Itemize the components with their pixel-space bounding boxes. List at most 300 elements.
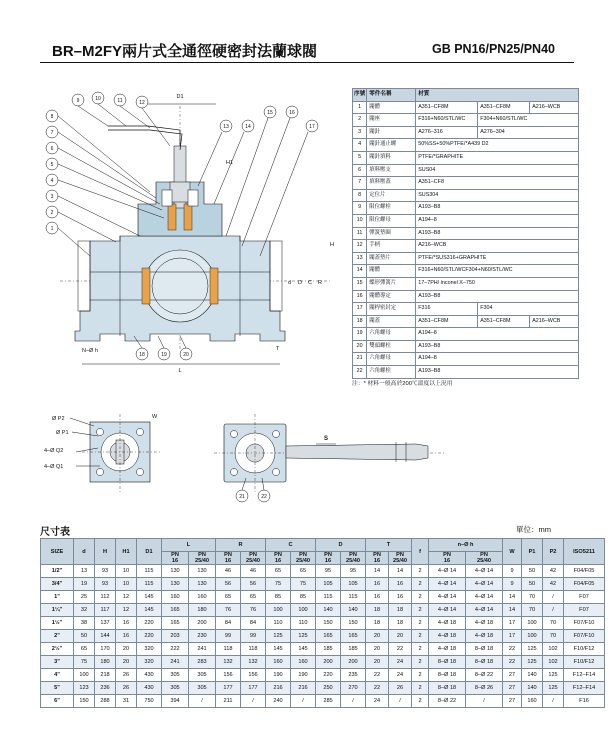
dim-cell-c-pn16: 125 <box>266 630 291 643</box>
material-row <box>353 303 579 316</box>
dim-subcol-pn: PN 25/40 <box>466 552 503 565</box>
svg-text:16: 16 <box>289 110 295 116</box>
material-row-mat1: 17–7PH/ inconel X–750 <box>416 277 579 290</box>
material-table <box>352 88 579 379</box>
dim-cell-r-pn16: 211 <box>216 695 241 708</box>
dim-subcol-pn: PN 16 <box>216 552 241 565</box>
dim-cell-d1: 430 <box>137 682 162 695</box>
dim-cell-dd-pn2540: 95 <box>341 565 366 578</box>
dim-cell-nh-pn2540: 8–Ø 18 <box>466 643 503 656</box>
dim-cell-w: 27 <box>503 669 522 682</box>
material-row <box>353 328 579 341</box>
svg-text:14: 14 <box>245 124 251 130</box>
svg-text:18: 18 <box>139 352 145 358</box>
svg-text:9: 9 <box>76 98 80 104</box>
dim-cell-l-pn2540: 305 <box>189 682 216 695</box>
material-row-no: 21 <box>353 353 367 366</box>
dim-cell-p2: 70 <box>543 630 564 643</box>
material-row-mat2: F304 <box>478 303 579 316</box>
dim-cell-h1: 16 <box>116 617 137 630</box>
material-row-name: 六角螺母 <box>367 328 416 341</box>
dimension-table <box>40 538 605 708</box>
dim-col-d: d <box>74 539 95 565</box>
svg-text:19: 19 <box>161 352 167 358</box>
dim-cell-nh-pn2540: 4–Ø 14 <box>466 578 503 591</box>
dim-cell-nh-pn16: 4–Ø 14 <box>429 591 466 604</box>
dim-cell-p2: 42 <box>543 578 564 591</box>
dim-cell-l-pn2540: 180 <box>189 604 216 617</box>
material-row-name: 閥針填料 <box>367 151 416 164</box>
dim-cell-dd-pn2540: 115 <box>341 591 366 604</box>
dim-cell-dd-pn16: 150 <box>316 617 341 630</box>
svg-text:11: 11 <box>117 98 123 104</box>
material-row-no: 7 <box>353 177 367 190</box>
material-row <box>353 265 579 278</box>
dim-cell-iso: F10/F12 <box>564 643 605 656</box>
dimension-section-title: 尺寸表 <box>40 527 70 538</box>
dim-cell-d: 50 <box>74 630 95 643</box>
material-row-mat2: A351–CF8M <box>478 101 530 114</box>
dim-cell-nh-pn16: 4–Ø 18 <box>429 630 466 643</box>
dim-cell-h1: 10 <box>116 578 137 591</box>
dim-cell-l-pn2540: 130 <box>189 565 216 578</box>
dim-cell-t-pn16: 16 <box>366 591 389 604</box>
dim-cell-l-pn16: 305 <box>162 669 189 682</box>
material-row-no: 22 <box>353 366 367 379</box>
material-row <box>353 101 579 114</box>
dim-cell-dd-pn2540: 185 <box>341 643 366 656</box>
dim-cell-iso: F12–F14 <box>564 669 605 682</box>
dim-cell-nh-pn16: 4–Ø 14 <box>429 565 466 578</box>
material-row-name: 閥針通止螺 <box>367 139 416 152</box>
material-row-no: 3 <box>353 126 367 139</box>
dim-cell-dd-pn2540: 165 <box>341 630 366 643</box>
material-row-name: 蝶形彈簧片 <box>367 277 416 290</box>
material-row-no: 12 <box>353 240 367 253</box>
dim-cell-h: 144 <box>95 630 116 643</box>
svg-text:13: 13 <box>223 124 229 130</box>
dimension-row <box>41 695 605 708</box>
svg-text:22: 22 <box>261 494 267 500</box>
dim-cell-dd-pn16: 115 <box>316 591 341 604</box>
dim-cell-h1: 26 <box>116 682 137 695</box>
dim-cell-size: 1" <box>41 591 74 604</box>
dim-cell-w: 27 <box>503 695 522 708</box>
dim-cell-h: 170 <box>95 643 116 656</box>
dim-cell-nh-pn2540: 8–Ø 18 <box>466 656 503 669</box>
dim-cell-d: 13 <box>74 565 95 578</box>
dim-cell-iso: F12–F14 <box>564 682 605 695</box>
dim-cell-r-pn2540: / <box>241 695 266 708</box>
dim-cell-t-pn2540: / <box>389 695 412 708</box>
dim-cell-p1: 125 <box>522 656 543 669</box>
dim-cell-w: 22 <box>503 656 522 669</box>
dim-cell-r-pn2540: 65 <box>241 591 266 604</box>
dimension-row <box>41 630 605 643</box>
material-row-mat1: A194–8 <box>416 328 579 341</box>
dim-cell-f: 2 <box>412 604 429 617</box>
material-row-mat1: A193–B8 <box>416 202 579 215</box>
dim-cell-nh-pn2540: 4–Ø 14 <box>466 565 503 578</box>
dim-cell-d1: 750 <box>137 695 162 708</box>
dim-cell-r-pn2540: 156 <box>241 669 266 682</box>
svg-text:4–Ø Q1: 4–Ø Q1 <box>44 464 64 470</box>
svg-text:H1: H1 <box>226 160 234 166</box>
dim-cell-d1: 115 <box>137 578 162 591</box>
dim-cell-t-pn2540: 22 <box>389 643 412 656</box>
dim-cell-d1: 145 <box>137 591 162 604</box>
material-note: 注：* 材料一般高於200℃溫度以上況用 <box>352 381 453 387</box>
dim-cell-c-pn16: 240 <box>266 695 291 708</box>
dim-col-l: L <box>162 539 216 552</box>
dim-cell-t-pn16: 20 <box>366 656 389 669</box>
dim-cell-c-pn2540: 100 <box>291 604 316 617</box>
dim-cell-h1: 26 <box>116 669 137 682</box>
dim-cell-size: 3" <box>41 656 74 669</box>
dim-cell-t-pn2540: 18 <box>389 617 412 630</box>
dim-cell-l-pn2540: 130 <box>189 578 216 591</box>
dim-subcol-pn: PN 16 <box>266 552 291 565</box>
standard-label: GB PN16/PN25/PN40 <box>432 42 555 56</box>
dim-cell-h1: 12 <box>116 604 137 617</box>
dimension-row <box>41 604 605 617</box>
dim-cell-d: 123 <box>74 682 95 695</box>
dim-cell-h1: 31 <box>116 695 137 708</box>
dim-col-d: D <box>316 539 366 552</box>
material-row-mat1: A351–CF8M <box>416 101 478 114</box>
svg-text:21: 21 <box>239 494 245 500</box>
material-row-name: 填料壓蓋 <box>367 177 416 190</box>
dim-cell-d1: 430 <box>137 669 162 682</box>
svg-text:D: D <box>298 280 302 286</box>
dimension-row <box>41 565 605 578</box>
dim-cell-c-pn2540: / <box>291 695 316 708</box>
dim-cell-p2: 102 <box>543 656 564 669</box>
dim-cell-r-pn16: 76 <box>216 604 241 617</box>
dim-cell-p1: 140 <box>522 669 543 682</box>
dim-cell-r-pn16: 65 <box>216 591 241 604</box>
dim-cell-c-pn2540: 75 <box>291 578 316 591</box>
dim-col-c: C <box>266 539 316 552</box>
th-no: 序號 <box>353 89 367 102</box>
material-row-name: 閥體導定 <box>367 290 416 303</box>
dim-cell-t-pn2540: 16 <box>389 578 412 591</box>
dim-cell-dd-pn2540: 270 <box>341 682 366 695</box>
svg-text:D1: D1 <box>176 94 184 100</box>
dim-col-h: H <box>95 539 116 565</box>
dim-cell-size: 1½" <box>41 617 74 630</box>
dim-cell-w: 14 <box>503 591 522 604</box>
mounting-pad-drawing <box>42 404 192 504</box>
dim-cell-l-pn16: 222 <box>162 643 189 656</box>
dim-cell-t-pn16: 20 <box>366 643 389 656</box>
svg-text:7: 7 <box>50 130 54 136</box>
dim-cell-h: 93 <box>95 565 116 578</box>
dim-cell-dd-pn16: 250 <box>316 682 341 695</box>
dim-cell-c-pn16: 100 <box>266 604 291 617</box>
dimension-row <box>41 578 605 591</box>
dim-cell-c-pn16: 75 <box>266 578 291 591</box>
dim-cell-r-pn16: 56 <box>216 578 241 591</box>
material-row-mat1: A351–CF8M <box>416 315 478 328</box>
dim-subcol-pn: PN 16 <box>162 552 189 565</box>
material-row-name: 閥針 <box>367 126 416 139</box>
material-row-name: 閥座 <box>367 114 416 127</box>
dim-cell-c-pn2540: 125 <box>291 630 316 643</box>
material-row-mat1: SUS04 <box>416 164 579 177</box>
svg-text:N–Ø h: N–Ø h <box>82 348 98 354</box>
dim-cell-p2: 70 <box>543 617 564 630</box>
dim-cell-t-pn16: 22 <box>366 669 389 682</box>
dim-cell-p2: / <box>543 604 564 617</box>
dim-cell-r-pn2540: 56 <box>241 578 266 591</box>
dimension-row <box>41 656 605 669</box>
material-row-mat1: A194–8 <box>416 353 579 366</box>
dimension-row <box>41 617 605 630</box>
material-row-mat1: A276–316 <box>416 126 478 139</box>
dim-col-p1: P1 <box>522 539 543 565</box>
dim-cell-f: 2 <box>412 565 429 578</box>
material-row <box>353 366 579 379</box>
dim-cell-t-pn2540: 20 <box>389 630 412 643</box>
dim-cell-h: 112 <box>95 591 116 604</box>
svg-text:R: R <box>318 280 322 286</box>
dim-cell-p1: 160 <box>522 695 543 708</box>
dim-cell-p2: 125 <box>543 682 564 695</box>
svg-text:8: 8 <box>50 114 54 120</box>
material-row-name: 雙頭螺柱 <box>367 340 416 353</box>
dim-cell-d1: 220 <box>137 617 162 630</box>
dim-cell-h1: 12 <box>116 591 137 604</box>
dim-cell-f: 2 <box>412 669 429 682</box>
material-row-name: 填料壓支 <box>367 164 416 177</box>
material-table-body <box>353 101 579 378</box>
material-row-no: 6 <box>353 164 367 177</box>
dim-col-p2: P2 <box>543 539 564 565</box>
dim-col-size: SIZE <box>41 539 74 565</box>
dim-cell-t-pn16: 20 <box>366 630 389 643</box>
dimension-row <box>41 669 605 682</box>
dim-cell-d: 150 <box>74 695 95 708</box>
page-title: BR–M2FY兩片式全通徑硬密封法蘭球閥 <box>52 43 318 60</box>
dimension-row <box>41 682 605 695</box>
dim-cell-t-pn16: 18 <box>366 604 389 617</box>
svg-text:20: 20 <box>183 352 189 358</box>
dim-cell-dd-pn16: 105 <box>316 578 341 591</box>
material-row-mat1: 50%SS+50%PTFE/*A439 D2 <box>416 139 579 152</box>
material-row-no: 9 <box>353 202 367 215</box>
material-row <box>353 114 579 127</box>
dim-cell-h: 117 <box>95 604 116 617</box>
svg-text:S: S <box>324 436 329 442</box>
dim-cell-w: 9 <box>503 565 522 578</box>
material-row-mat1: A193–B8 <box>416 366 579 379</box>
dim-col-h1: H1 <box>116 539 137 565</box>
dim-cell-d1: 320 <box>137 656 162 669</box>
dim-cell-dd-pn16: 140 <box>316 604 341 617</box>
dim-header-row-1 <box>41 539 605 552</box>
dim-cell-f: 2 <box>412 617 429 630</box>
dim-cell-p2: / <box>543 591 564 604</box>
svg-text:Ø P1: Ø P1 <box>56 430 69 436</box>
material-row-mat3: A216–WCB <box>530 101 579 114</box>
dim-cell-nh-pn2540: / <box>466 695 503 708</box>
material-row <box>353 126 579 139</box>
material-row-no: 18 <box>353 315 367 328</box>
dim-cell-dd-pn16: 285 <box>316 695 341 708</box>
material-row-mat2: F304+N60/STL/WC <box>478 114 579 127</box>
header-divider <box>40 62 574 63</box>
svg-text:C: C <box>308 280 312 286</box>
svg-text:3: 3 <box>50 194 54 200</box>
dim-cell-iso: F07/F10 <box>564 630 605 643</box>
dim-cell-f: 2 <box>412 656 429 669</box>
dim-cell-dd-pn16: 200 <box>316 656 341 669</box>
dim-cell-iso: F16 <box>564 695 605 708</box>
dim-cell-dd-pn2540: 200 <box>341 656 366 669</box>
dimension-table-header <box>41 539 605 565</box>
dim-cell-t-pn16: 24 <box>366 695 389 708</box>
svg-text:H: H <box>330 242 334 248</box>
dim-cell-nh-pn2540: 4–Ø 18 <box>466 630 503 643</box>
svg-text:6: 6 <box>50 146 54 152</box>
dim-cell-size: 2" <box>41 630 74 643</box>
dim-cell-dd-pn16: 95 <box>316 565 341 578</box>
material-row-no: 2 <box>353 114 367 127</box>
dim-col-iso5211: ISO5211 <box>564 539 605 565</box>
dim-cell-c-pn2540: 190 <box>291 669 316 682</box>
dim-cell-h: 236 <box>95 682 116 695</box>
th-material: 材質 <box>416 89 579 102</box>
material-row-no: 1 <box>353 101 367 114</box>
dim-subcol-pn: PN 16 <box>366 552 389 565</box>
dim-cell-nh-pn2540: 8–Ø 26 <box>466 682 503 695</box>
material-row-name: 閥桿密封定 <box>367 303 416 316</box>
dim-cell-iso: F07 <box>564 591 605 604</box>
dim-cell-p1: 100 <box>522 630 543 643</box>
dim-cell-l-pn16: 305 <box>162 682 189 695</box>
dim-subcol-pn: PN 25/40 <box>291 552 316 565</box>
material-row-name: 六角螺栓 <box>367 366 416 379</box>
svg-text:10: 10 <box>95 96 101 102</box>
material-row-no: 20 <box>353 340 367 353</box>
dim-cell-w: 17 <box>503 617 522 630</box>
dim-cell-r-pn2540: 118 <box>241 643 266 656</box>
dim-cell-l-pn16: 394 <box>162 695 189 708</box>
dim-cell-h: 93 <box>95 578 116 591</box>
valve-section-drawing <box>30 86 350 376</box>
material-row <box>353 315 579 328</box>
dimension-table-body <box>41 565 605 708</box>
svg-text:d: d <box>288 280 292 286</box>
dim-cell-p1: 50 <box>522 565 543 578</box>
dim-cell-h: 288 <box>95 695 116 708</box>
dim-cell-t-pn2540: 24 <box>389 656 412 669</box>
svg-text:17: 17 <box>309 124 315 130</box>
material-row-name: 閥蓋墊片 <box>367 252 416 265</box>
material-row-no: 5 <box>353 151 367 164</box>
dim-cell-t-pn16: 18 <box>366 617 389 630</box>
material-row-mat1: A193–B8 <box>416 290 579 303</box>
dim-cell-f: 2 <box>412 682 429 695</box>
th-part-name: 零件名稱 <box>367 89 416 102</box>
dim-cell-c-pn2540: 216 <box>291 682 316 695</box>
dim-cell-w: 22 <box>503 643 522 656</box>
dim-col-t: T <box>366 539 412 552</box>
dim-cell-l-pn2540: / <box>189 695 216 708</box>
dim-cell-dd-pn2540: 140 <box>341 604 366 617</box>
material-row-mat1: A216–WCB <box>416 240 579 253</box>
svg-text:T: T <box>276 346 280 352</box>
material-row <box>353 252 579 265</box>
dim-subcol-pn: PN 25/40 <box>341 552 366 565</box>
material-row <box>353 277 579 290</box>
dim-cell-f: 2 <box>412 630 429 643</box>
svg-text:Ø P2: Ø P2 <box>52 416 65 422</box>
svg-text:1: 1 <box>50 226 54 232</box>
dim-cell-nh-pn2540: 4–Ø 14 <box>466 591 503 604</box>
material-row-no: 14 <box>353 265 367 278</box>
material-row-no: 17 <box>353 303 367 316</box>
dim-cell-dd-pn16: 165 <box>316 630 341 643</box>
material-row-name: 閥體 <box>367 101 416 114</box>
material-row-name: 彈簧墊圈 <box>367 227 416 240</box>
dim-cell-h: 137 <box>95 617 116 630</box>
dim-cell-p1: 125 <box>522 643 543 656</box>
dim-cell-r-pn16: 84 <box>216 617 241 630</box>
dim-cell-f: 2 <box>412 591 429 604</box>
dim-cell-t-pn16: 14 <box>366 565 389 578</box>
material-row-name: 閥體 <box>367 265 416 278</box>
dim-cell-nh-pn2540: 4–Ø 18 <box>466 617 503 630</box>
dim-cell-t-pn16: 22 <box>366 682 389 695</box>
dim-cell-p2: 102 <box>543 643 564 656</box>
material-row <box>353 214 579 227</box>
material-row-no: 13 <box>353 252 367 265</box>
material-row-no: 8 <box>353 189 367 202</box>
dim-cell-h1: 20 <box>116 656 137 669</box>
dim-cell-c-pn16: 110 <box>266 617 291 630</box>
dim-cell-p2: / <box>543 695 564 708</box>
dim-cell-w: 14 <box>503 604 522 617</box>
dim-cell-nh-pn16: 8–Ø 18 <box>429 682 466 695</box>
dim-cell-d: 65 <box>74 643 95 656</box>
dim-cell-l-pn16: 130 <box>162 565 189 578</box>
dim-cell-nh-pn16: 8–Ø 18 <box>429 656 466 669</box>
dim-cell-r-pn2540: 46 <box>241 565 266 578</box>
dim-cell-d1: 115 <box>137 565 162 578</box>
dim-col-d1: D1 <box>137 539 162 565</box>
dim-cell-r-pn16: 132 <box>216 656 241 669</box>
dimension-row <box>41 591 605 604</box>
dim-cell-l-pn2540: 200 <box>189 617 216 630</box>
material-row-no: 4 <box>353 139 367 152</box>
dim-cell-nh-pn2540: 4–Ø 14 <box>466 604 503 617</box>
dim-cell-nh-pn16: 4–Ø 18 <box>429 643 466 656</box>
material-row-mat2: A351–CF8M <box>478 315 530 328</box>
dim-cell-p1: 70 <box>522 604 543 617</box>
dim-cell-r-pn2540: 84 <box>241 617 266 630</box>
dim-cell-f: 2 <box>412 578 429 591</box>
dim-cell-iso: F07 <box>564 604 605 617</box>
dim-subcol-pn: PN 25/40 <box>241 552 266 565</box>
dim-cell-p2: 125 <box>543 669 564 682</box>
dim-cell-h1: 10 <box>116 565 137 578</box>
dim-cell-size: 1/2" <box>41 565 74 578</box>
dim-cell-p1: 50 <box>522 578 543 591</box>
dim-col-nh: n–Ø h <box>429 539 503 552</box>
material-row-no: 11 <box>353 227 367 240</box>
